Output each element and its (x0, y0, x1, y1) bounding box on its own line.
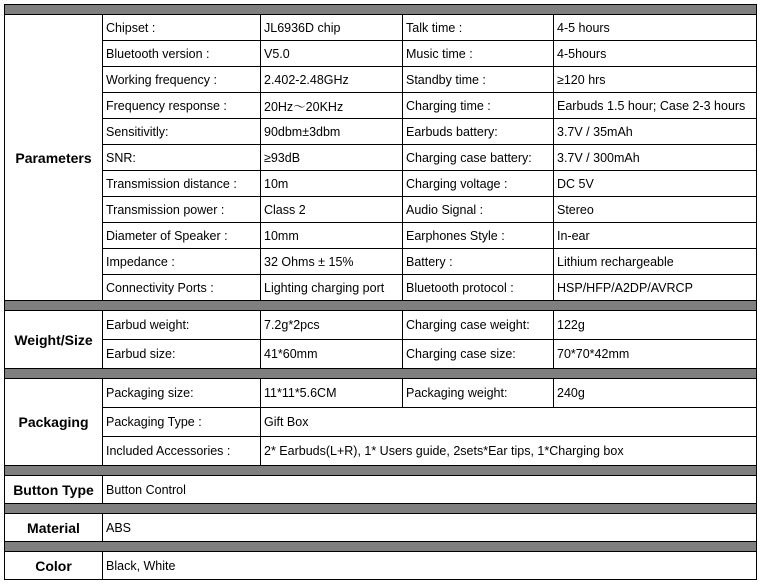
separator-bar (5, 466, 757, 476)
accessories-value: 2* Earbuds(L+R), 1* Users guide, 2sets*Ear tips, 1*Charging box (261, 437, 757, 466)
param-value: Earbuds 1.5 hour; Case 2-3 hours (554, 93, 757, 119)
separator-bar (5, 504, 757, 514)
separator-row (5, 5, 757, 15)
separator-row (5, 542, 757, 552)
section-title-parameters: Parameters (5, 15, 103, 301)
param-row (5, 171, 757, 197)
separator-bar (5, 301, 757, 311)
param-value: In-ear (554, 223, 757, 249)
param-label: Standby time : (403, 67, 554, 93)
param-value: 10m (261, 171, 403, 197)
button-type-value: Button Control (103, 476, 757, 504)
section-title-color: Color (5, 552, 103, 580)
param-value: 10mm (261, 223, 403, 249)
param-value: V5.0 (261, 41, 403, 67)
param-label: SNR: (103, 145, 261, 171)
packaging-type-value: Gift Box (261, 408, 757, 437)
spec-table (4, 4, 757, 580)
param-label: Diameter of Speaker : (103, 223, 261, 249)
section-title-weight-size: Weight/Size (5, 311, 103, 369)
separator-row (5, 369, 757, 379)
param-value: 20Hz～20KHz (261, 93, 403, 119)
param-value: 32 Ohms ± 15% (261, 249, 403, 275)
packaging-row (5, 379, 757, 408)
param-label: Charging time : (403, 93, 554, 119)
packaging-size-value: 11*11*5.6CM (261, 379, 403, 408)
param-value: 90dbm±3dbm (261, 119, 403, 145)
param-label: Working frequency : (103, 67, 261, 93)
accessories-label: Included Accessories : (103, 437, 261, 466)
param-value: ≥120 hrs (554, 67, 757, 93)
param-value: Lighting charging port (261, 275, 403, 301)
section-title-material: Material (5, 514, 103, 542)
param-value: DC 5V (554, 171, 757, 197)
param-label: Audio Signal : (403, 197, 554, 223)
param-value: Lithium rechargeable (554, 249, 757, 275)
param-label: Battery : (403, 249, 554, 275)
param-value: ≥93dB (261, 145, 403, 171)
param-value: HSP/HFP/A2DP/AVRCP (554, 275, 757, 301)
param-row (5, 145, 757, 171)
param-label: Bluetooth protocol : (403, 275, 554, 301)
packaging-weight-value: 240g (554, 379, 757, 408)
param-label: Impedance : (103, 249, 261, 275)
param-label: Talk time : (403, 15, 554, 41)
packaging-row (5, 408, 757, 437)
param-row (5, 197, 757, 223)
param-value: 4-5hours (554, 41, 757, 67)
param-label: Frequency response : (103, 93, 261, 119)
weight-label: Earbud size: (103, 340, 261, 369)
param-label: Music time : (403, 41, 554, 67)
param-label: Charging case battery: (403, 145, 554, 171)
param-value: 4-5 hours (554, 15, 757, 41)
param-label: Transmission power : (103, 197, 261, 223)
param-value: 3.7V / 35mAh (554, 119, 757, 145)
param-row (5, 275, 757, 301)
weight-label: Charging case weight: (403, 311, 554, 340)
param-label: Sensitivitly: (103, 119, 261, 145)
param-value: JL6936D chip (261, 15, 403, 41)
weight-value: 41*60mm (261, 340, 403, 369)
param-label: Connectivity Ports : (103, 275, 261, 301)
material-row (5, 514, 757, 542)
button-type-row (5, 476, 757, 504)
packaging-row (5, 437, 757, 466)
weight-label: Earbud weight: (103, 311, 261, 340)
separator-row (5, 466, 757, 476)
param-label: Charging voltage : (403, 171, 554, 197)
param-label: Bluetooth version : (103, 41, 261, 67)
param-row (5, 67, 757, 93)
param-row (5, 41, 757, 67)
separator-bar (5, 542, 757, 552)
packaging-weight-label: Packaging weight: (403, 379, 554, 408)
separator-bar (5, 5, 757, 15)
param-label: Earphones Style : (403, 223, 554, 249)
packaging-size-label: Packaging size: (103, 379, 261, 408)
weight-row (5, 340, 757, 369)
weight-label: Charging case size: (403, 340, 554, 369)
section-title-button-type: Button Type (5, 476, 103, 504)
param-label: Chipset : (103, 15, 261, 41)
packaging-type-label: Packaging Type : (103, 408, 261, 437)
color-row (5, 552, 757, 580)
material-value: ABS (103, 514, 757, 542)
separator-bar (5, 369, 757, 379)
weight-value: 7.2g*2pcs (261, 311, 403, 340)
color-value: Black, White (103, 552, 757, 580)
section-title-packaging: Packaging (5, 379, 103, 466)
param-value: 3.7V / 300mAh (554, 145, 757, 171)
param-value: Class 2 (261, 197, 403, 223)
param-row (5, 223, 757, 249)
param-row (5, 93, 757, 119)
weight-value: 70*70*42mm (554, 340, 757, 369)
separator-row (5, 504, 757, 514)
param-label: Transmission distance : (103, 171, 261, 197)
param-row (5, 249, 757, 275)
param-value: 2.402-2.48GHz (261, 67, 403, 93)
param-row (5, 119, 757, 145)
weight-value: 122g (554, 311, 757, 340)
separator-row (5, 301, 757, 311)
weight-row (5, 311, 757, 340)
param-row (5, 15, 757, 41)
param-value: Stereo (554, 197, 757, 223)
param-label: Earbuds battery: (403, 119, 554, 145)
